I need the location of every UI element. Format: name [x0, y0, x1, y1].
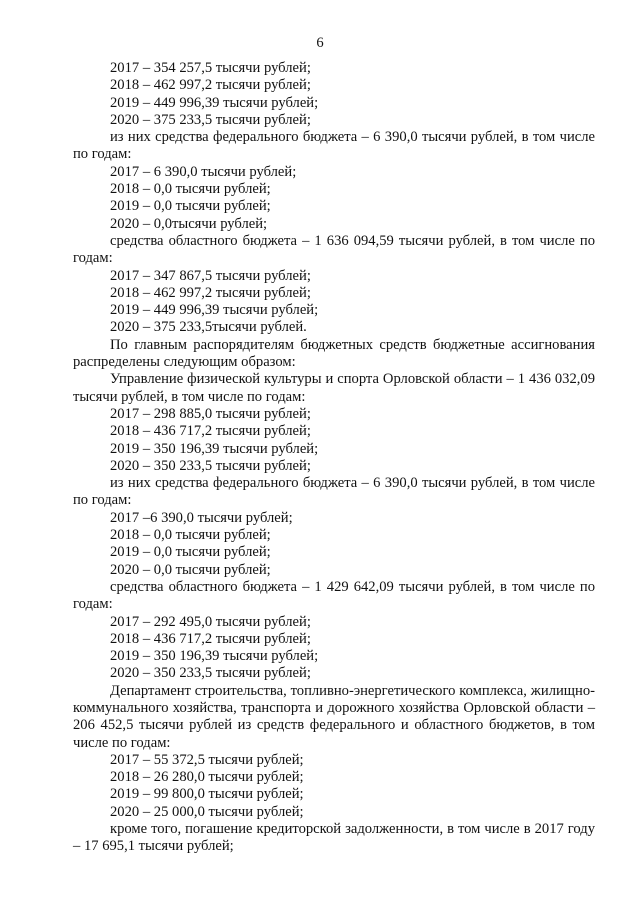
document-body [73, 60, 595, 856]
text-paragraph: Управление физической культуры и спорта Орловской области – 1 436 032,09 тысячи рублей, в том числе по годам: [73, 371, 595, 405]
text-line: 2018 – 0,0 тысячи рублей; [110, 181, 271, 198]
text-line: 2018 – 436 717,2 тысячи рублей; [110, 630, 311, 647]
text-line: 2018 – 462 997,2 тысячи рублей; [110, 284, 311, 301]
text-line: 2017 – 298 885,0 тысячи рублей; [110, 405, 311, 422]
text-line: 2020 – 25 000,0 тысячи рублей; [110, 803, 304, 820]
text-line: 2017 – 55 372,5 тысячи рублей; [110, 751, 304, 768]
text-line: 2018 – 0,0 тысячи рублей; [110, 527, 271, 544]
text-line: 2018 – 26 280,0 тысячи рублей; [110, 769, 304, 786]
text-line: 2020 – 350 233,5 тысячи рублей; [110, 665, 311, 682]
text-paragraph: средства областного бюджета – 1 429 642,09 тысячи рублей, в том числе по годам: [73, 578, 595, 613]
text-paragraph: средства областного бюджета – 1 636 094,59 тысячи рублей, в том числе по годам: [73, 232, 595, 267]
text-line: 2017 – 354 257,5 тысячи рублей; [110, 60, 311, 76]
text-line: 2017 –6 390,0 тысячи рублей; [110, 509, 293, 526]
text-line: 2019 – 0,0 тысячи рублей; [110, 544, 271, 561]
text-line: 2019 – 350 196,39 тысячи рублей; [110, 648, 319, 665]
text-paragraph: из них средства федерального бюджета – 6 390,0 тысячи рублей, в том числе по годам: [73, 475, 595, 509]
text-line: 2017 – 347 867,5 тысячи рублей; [110, 267, 311, 284]
text-line: 2020 – 375 233,5 тысячи рублей; [110, 111, 311, 128]
text-line: 2020 – 0,0тысячи рублей; [110, 215, 268, 232]
text-line: 2019 – 99 800,0 тысячи рублей; [110, 786, 304, 803]
text-line: 2018 – 436 717,2 тысячи рублей; [110, 423, 311, 440]
text-line: 2017 – 6 390,0 тысячи рублей; [110, 163, 297, 180]
text-line: 2019 – 0,0 тысячи рублей; [110, 198, 271, 215]
text-line: 2018 – 462 997,2 тысячи рублей; [110, 77, 311, 94]
text-line: 2019 – 350 196,39 тысячи рублей; [110, 440, 319, 457]
text-line: 2020 – 350 233,5 тысячи рублей; [110, 457, 311, 474]
text-line: 2020 – 0,0 тысячи рублей; [110, 561, 271, 578]
text-line: 2019 – 449 996,39 тысячи рублей; [110, 302, 319, 319]
text-paragraph: из них средства федерального бюджета – 6 390,0 тысячи рублей, в том числе по годам: [73, 129, 595, 163]
text-line: 2017 – 292 495,0 тысячи рублей; [110, 613, 311, 630]
text-line: 2020 – 375 233,5тысячи рублей. [110, 319, 307, 336]
text-paragraph: кроме того, погашение кредиторской задолженности, в том числе в 2017 году – 17 695,1 тысячи рублей; [73, 821, 595, 855]
page-number: 6 [316, 35, 324, 51]
text-paragraph: Департамент строительства, топливно-энергетического комплекса, жилищно-коммунального хозяйства, транспорта и дорожного хозяйства Орловской области – 206 452,5 тысячи рублей из средств федерального и областного бюджетов, в том числе по годам: [73, 682, 595, 751]
text-line: 2019 – 449 996,39 тысячи рублей; [110, 94, 319, 111]
text-paragraph: По главным распорядителям бюджетных средств бюджетные ассигнования распределены следующим образом: [73, 336, 595, 371]
